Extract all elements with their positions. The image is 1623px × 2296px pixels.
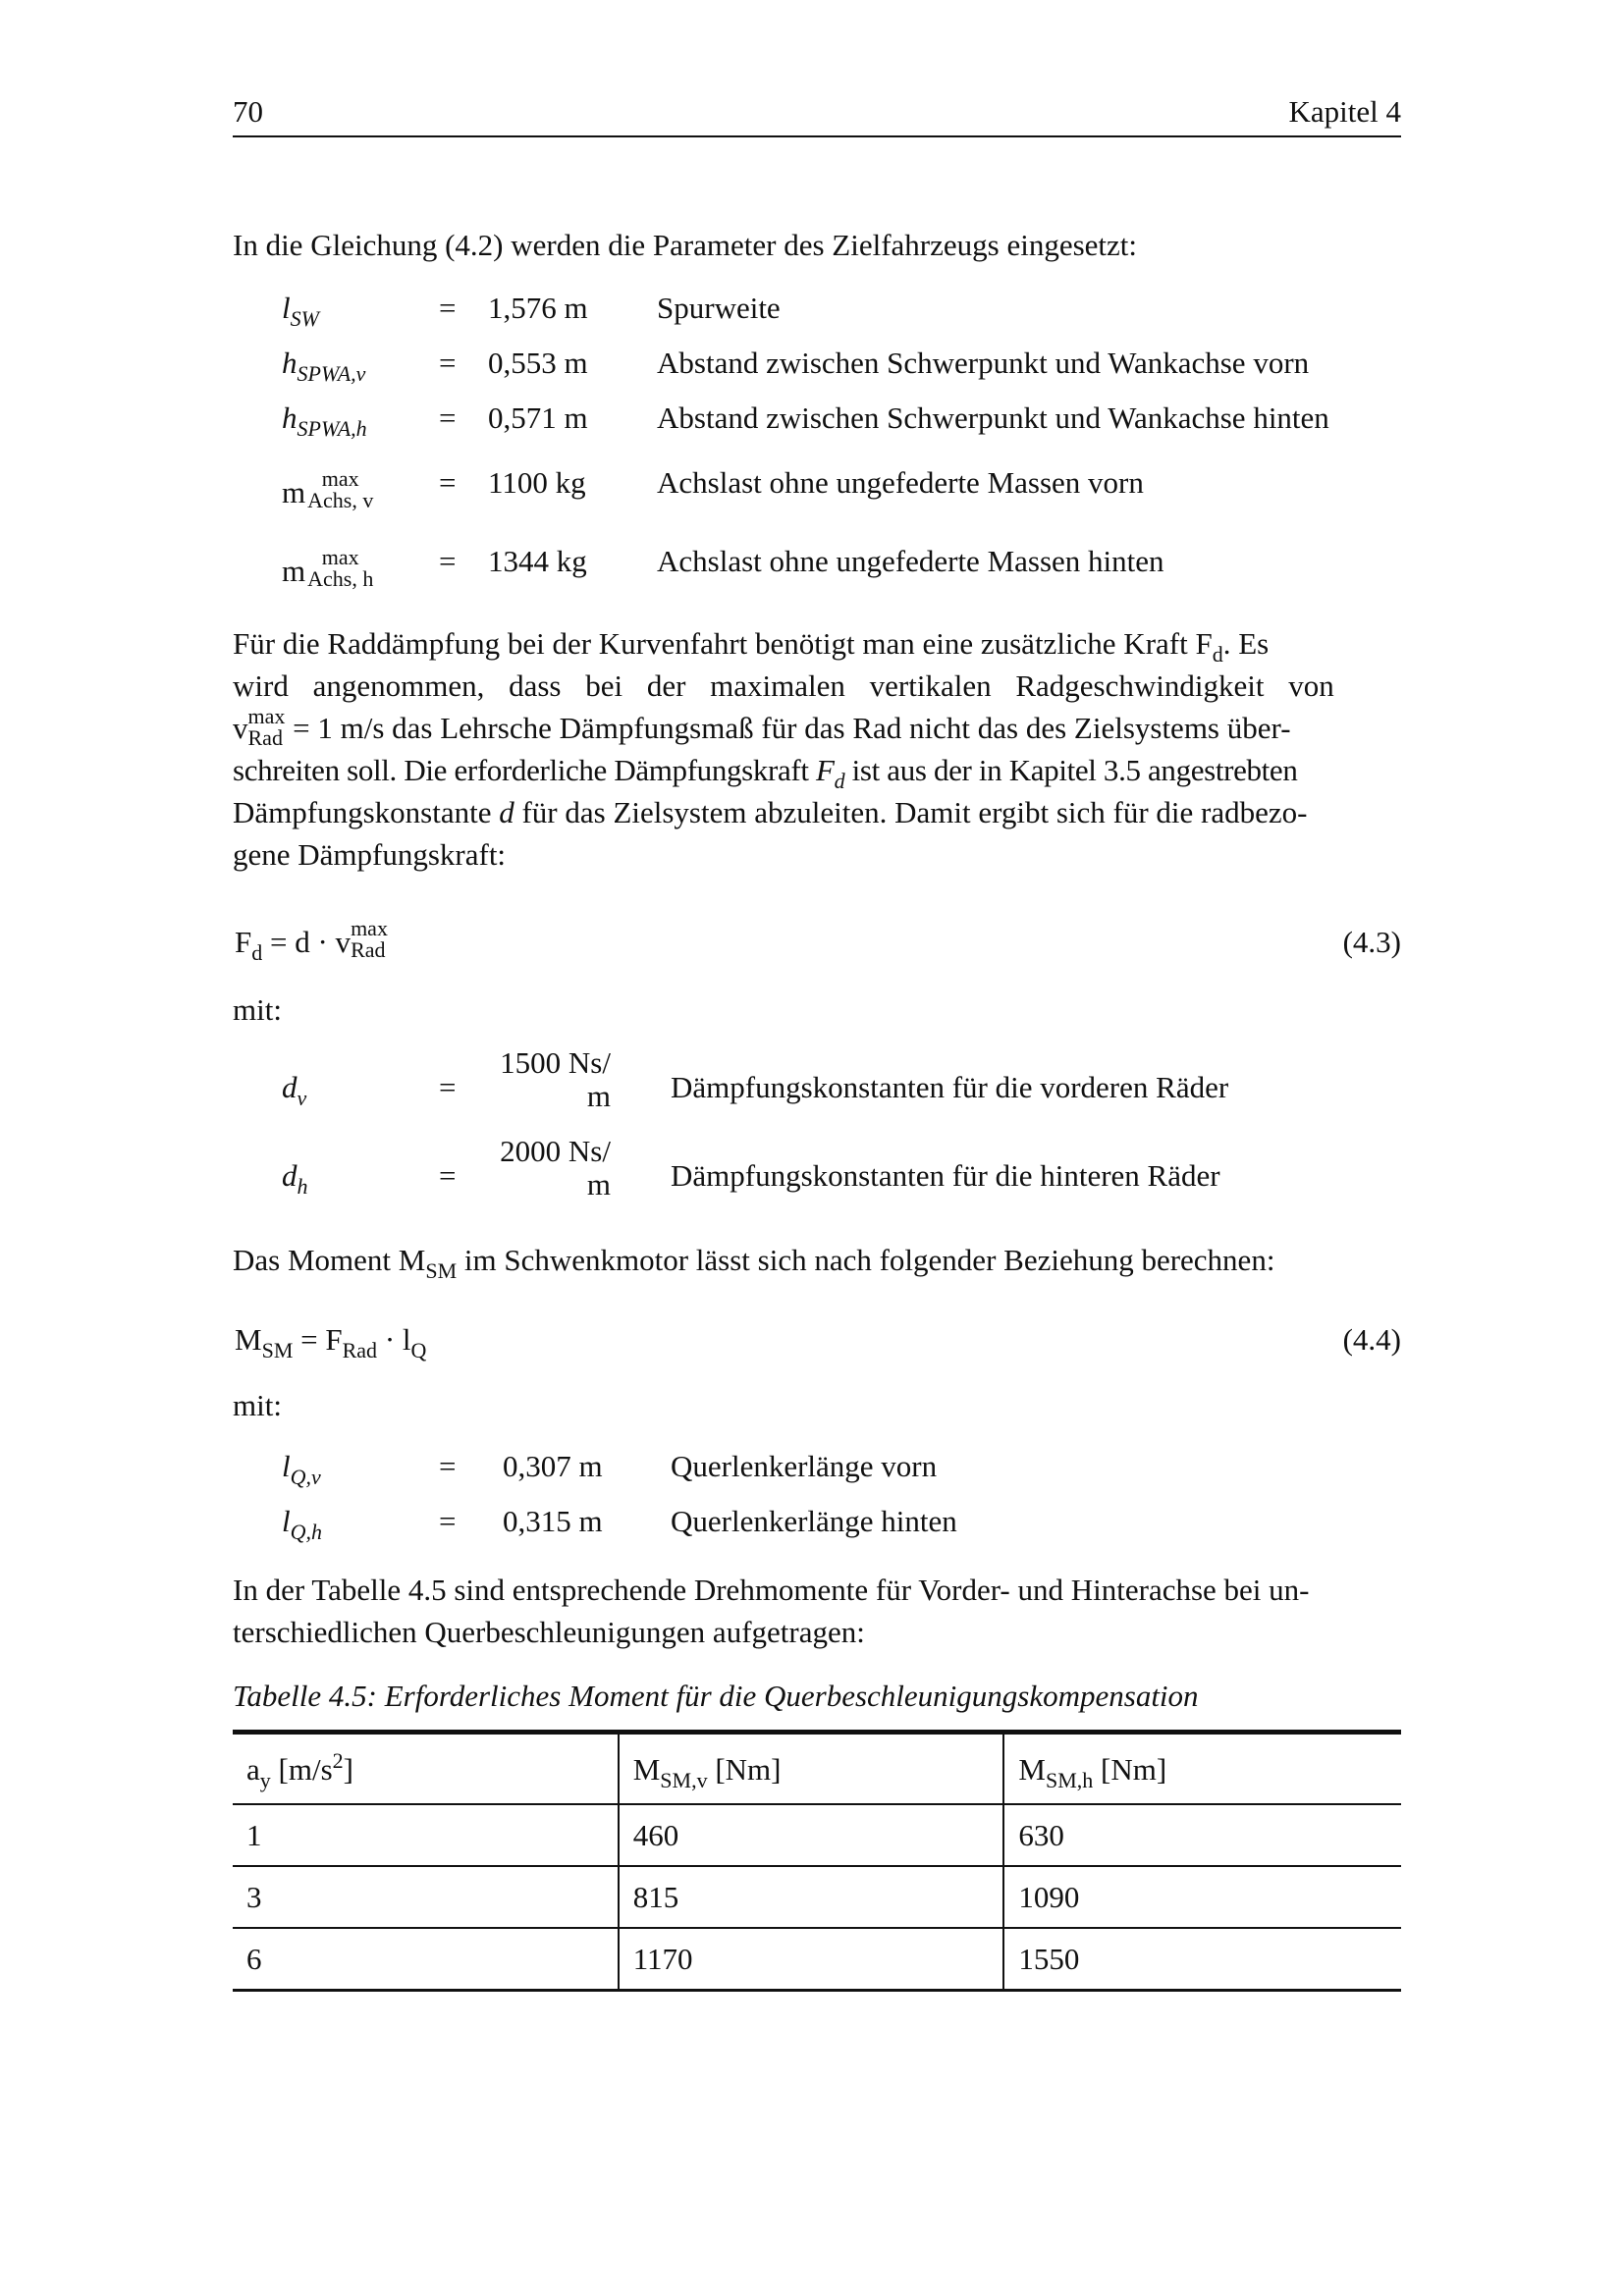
equation-number: (4.4) xyxy=(1342,1322,1401,1357)
moment-table xyxy=(233,1730,1401,1992)
param-description: Abstand zwischen Schwerpunkt und Wankachse hinten xyxy=(657,400,1329,435)
param-subscript: SW xyxy=(290,306,319,331)
param-subscript: Achs, h xyxy=(307,565,374,591)
equation-number: (4.3) xyxy=(1342,925,1401,959)
chapter-title: Kapitel 4 xyxy=(1288,94,1401,129)
param-description: Spurweite xyxy=(657,291,781,325)
param-subscript: SPWA,v xyxy=(297,361,366,386)
mit-label: mit: xyxy=(233,992,282,1027)
table-header-cell: $a_y$ $[m/s^2]$ xyxy=(233,1733,619,1805)
table-cell: 1090 xyxy=(1003,1866,1401,1928)
moment-sentence: Das Moment $M_{SM}$ im Schwenkmotor lässt sich nach folgender Beziehung berechnen: xyxy=(233,1243,1275,1283)
param-symbol: m xyxy=(282,475,306,509)
table-header-cell: $M_{SM,v}$ [Nm] xyxy=(619,1733,1004,1805)
table-cell: 460 xyxy=(619,1804,1004,1866)
param-symbol: l xyxy=(282,291,291,325)
param-description: Abstand zwischen Schwerpunkt und Wankachse vorn xyxy=(657,346,1310,380)
table-cell: 1550 xyxy=(1003,1928,1401,1991)
param-value: 1,576 m xyxy=(488,291,588,325)
table-header-row xyxy=(233,1733,1401,1805)
page-number: 70 xyxy=(233,94,263,129)
page-header xyxy=(233,90,1401,137)
table-row xyxy=(233,1866,1401,1928)
table-cell: 815 xyxy=(619,1866,1004,1928)
param-symbol: h xyxy=(282,400,298,435)
param-symbol: h xyxy=(282,346,298,380)
param-row: $h_{SPWA,v}$ = 0,553 m Abstand zwischen Schwerpunkt und Wankachse vorn xyxy=(233,342,1401,391)
length-row: $l_{Q,v}$ = 0,307 m Querlenkerlänge vorn xyxy=(282,1449,938,1489)
table-cell: 1170 xyxy=(619,1928,1004,1991)
param-row: $l_{SW}$ = 1,576 m Spurweite xyxy=(233,287,1401,336)
paragraph-line: In der Tabelle 4.5 sind entsprechende Drehmomente für Vorder- und Hinterachse bei un- xyxy=(233,1573,1310,1607)
param-superscript: max xyxy=(321,465,359,491)
table-header-cell: $M_{SM,h}$ [Nm] xyxy=(1003,1733,1401,1805)
paragraph-line: Dämpfungskonstante d für das Zielsystem abzuleiten. Damit ergibt sich für die radbezo- xyxy=(233,795,1308,829)
param-superscript: max xyxy=(321,544,359,569)
damping-description: Dämpfungskonstanten für die hinteren Räder xyxy=(671,1158,1220,1193)
table-cell: 6 xyxy=(233,1928,619,1991)
param-row: $h_{SPWA,h}$ = 0,571 m Abstand zwischen Schwerpunkt und Wankachse hinten xyxy=(233,397,1401,446)
param-symbol: m xyxy=(282,554,306,588)
paragraph-line: schreiten soll. Die erforderliche Dämpfungskraft $F_d$ ist aus der in Kapitel 3.5 angestrebten xyxy=(233,753,1298,793)
param-subscript: Achs, v xyxy=(307,487,374,512)
intro-sentence: In die Gleichung (4.2) werden die Parameter des Zielfahrzeugs eingesetzt: xyxy=(233,228,1138,262)
table-caption: Tabelle 4.5: Erforderliches Moment für die Querbeschleunigungskompensation xyxy=(233,1679,1199,1713)
table-cell: 3 xyxy=(233,1866,619,1928)
equation-4-3: $F_d = d \cdot v$ max Rad (4.3) xyxy=(235,915,1401,965)
equation-4-4: $M_{SM} = F_{Rad} \cdot l_Q$ (4.4) xyxy=(233,1318,1401,1367)
param-description: Achslast ohne ungefederte Massen vorn xyxy=(657,465,1144,500)
paragraph-line: wird angenommen, dass bei der maximalen vertikalen Radgeschwindigkeit von xyxy=(233,668,1334,703)
param-row: m max Achs, h = 1344 kg Achslast ohne ungefederte Massen hinten xyxy=(233,540,1401,589)
mit-label: mit: xyxy=(233,1388,282,1422)
damping-description: Dämpfungskonstanten für die vorderen Räder xyxy=(671,1070,1229,1104)
paragraph-line: gene Dämpfungskraft: xyxy=(233,837,507,872)
param-value: 0,571 m xyxy=(488,400,588,435)
param-row: m max Achs, v = 1100 kg Achslast ohne ungefederte Massen vorn xyxy=(233,461,1401,510)
table-cell: 630 xyxy=(1003,1804,1401,1866)
paragraph-line: v max Rad = 1 m/s das Lehrsche Dämpfungsmaß für das Rad nicht das des Zielsystems über- xyxy=(233,703,1291,750)
length-row: $l_{Q,h}$ = 0,315 m Querlenkerlänge hinten xyxy=(282,1504,957,1544)
table-row xyxy=(233,1804,1401,1866)
param-value: 1100 kg xyxy=(488,465,586,500)
param-value: 1344 kg xyxy=(488,544,587,578)
damping-row: $d_h$ = 2000 Ns/ m Dämpfungskonstanten für die hinteren Räder xyxy=(282,1134,1220,1201)
damping-row: $d_v$ = 1500 Ns/ m Dämpfungskonstanten für die vorderen Räder xyxy=(282,1045,1229,1113)
table-row xyxy=(233,1928,1401,1991)
param-description: Achslast ohne ungefederte Massen hinten xyxy=(657,544,1164,578)
param-subscript: SPWA,h xyxy=(297,416,367,441)
paragraph-line: terschiedlichen Querbeschleunigungen aufgetragen: xyxy=(233,1615,865,1649)
table-cell: 1 xyxy=(233,1804,619,1866)
paragraph-line: Für die Raddämpfung bei der Kurvenfahrt benötigt man eine zusätzliche Kraft $F_d$. Es xyxy=(233,626,1270,667)
param-value: 0,553 m xyxy=(488,346,588,380)
